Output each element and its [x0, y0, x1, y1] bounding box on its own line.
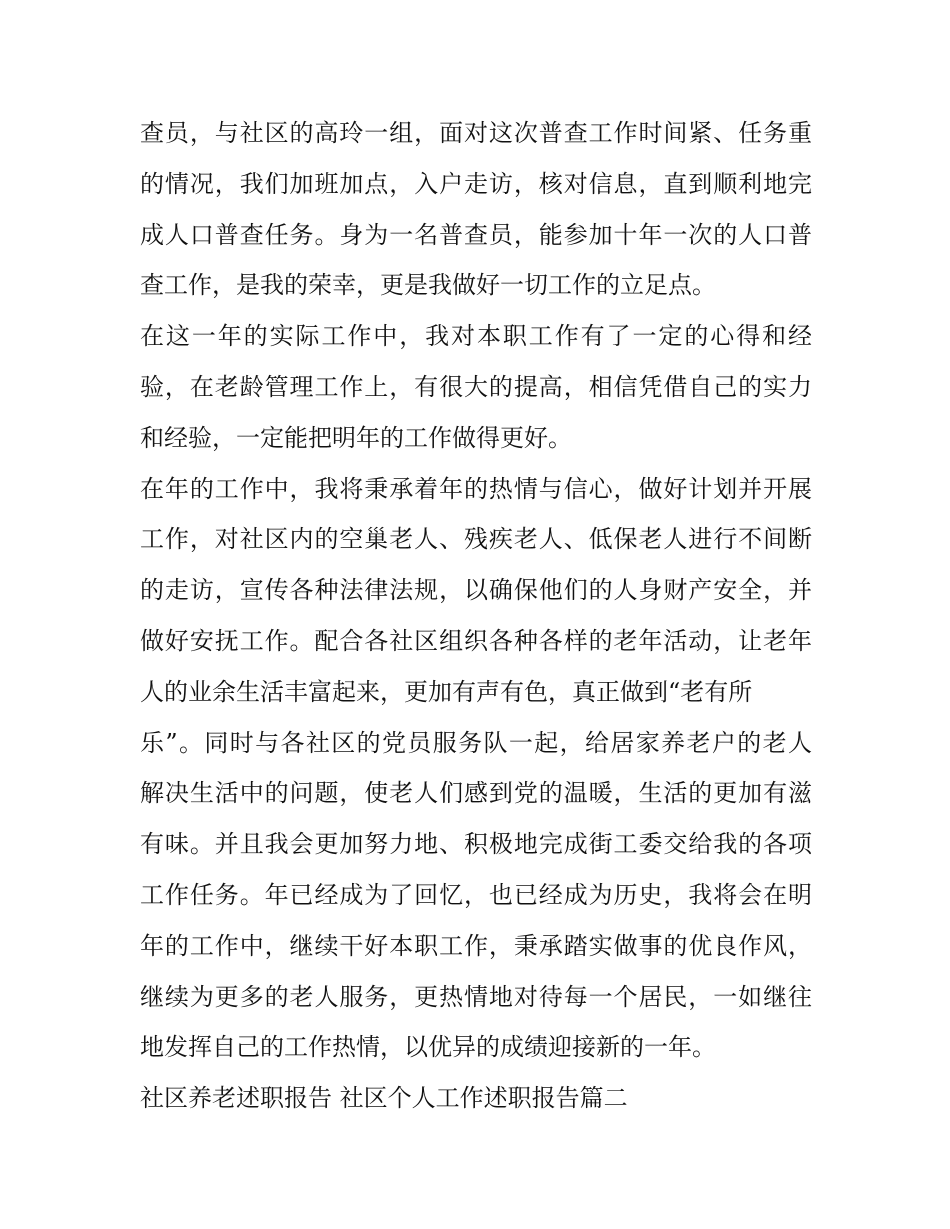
text-line-16: 工作任务。年已经成为了回忆，也已经成为历史，我将会在明: [140, 880, 812, 909]
section-heading: 社区养老述职报告 社区个人工作述职报告篇二: [140, 1084, 628, 1113]
text-line-14: 解决生活中的问题，使老人们感到党的温暖，生活的更加有滋: [140, 779, 812, 808]
text-line-19: 地发挥自己的工作热情，以优异的成绩迎接新的一年。: [140, 1033, 716, 1062]
text-line-18: 继续为更多的老人服务，更热情地对待每一个居民，一如继往: [140, 982, 812, 1011]
text-line-15: 有味。并且我会更加努力地、积极地完成街工委交给我的各项: [140, 830, 812, 859]
text-line-1: 查员，与社区的高玲一组，面对这次普查工作时间紧、任务重: [140, 119, 812, 147]
text-line-7: 和经验，一定能把明年的工作做得更好。: [140, 423, 572, 452]
text-line-6: 验，在老龄管理工作上，有很大的提高，相信凭借自己的实力: [140, 372, 812, 401]
text-line-2: 的情况，我们加班加点，入户走访，核对信息，直到顺利地完: [140, 169, 812, 198]
text-line-3: 成人口普查任务。身为一名普查员，能参加十年一次的人口普: [140, 220, 812, 249]
text-line-12: 人的业余生活丰富起来，更加有声有色，真正做到“老有所: [140, 677, 753, 706]
document-body: [140, 108, 812, 1124]
text-line-10: 的走访，宣传各种法律法规，以确保他们的人身财产安全，并: [140, 576, 812, 605]
text-line-13: 乐”。同时与各社区的党员服务队一起，给居家养老户的老人: [140, 728, 812, 757]
text-line-17: 年的工作中，继续干好本职工作，秉承踏实做事的优良作风，: [140, 931, 812, 960]
text-line-5: 在这一年的实际工作中，我对本职工作有了一定的心得和经: [140, 322, 812, 351]
text-line-9: 工作，对社区内的空巢老人、残疾老人、低保老人进行不间断: [140, 525, 812, 554]
text-line-11: 做好安抚工作。配合各社区组织各种各样的老年活动，让老年: [140, 626, 812, 655]
text-line-8: 在年的工作中，我将秉承着年的热情与信心，做好计划并开展: [140, 474, 812, 503]
text-line-4: 查工作，是我的荣幸，更是我做好一切工作的立足点。: [140, 271, 716, 300]
